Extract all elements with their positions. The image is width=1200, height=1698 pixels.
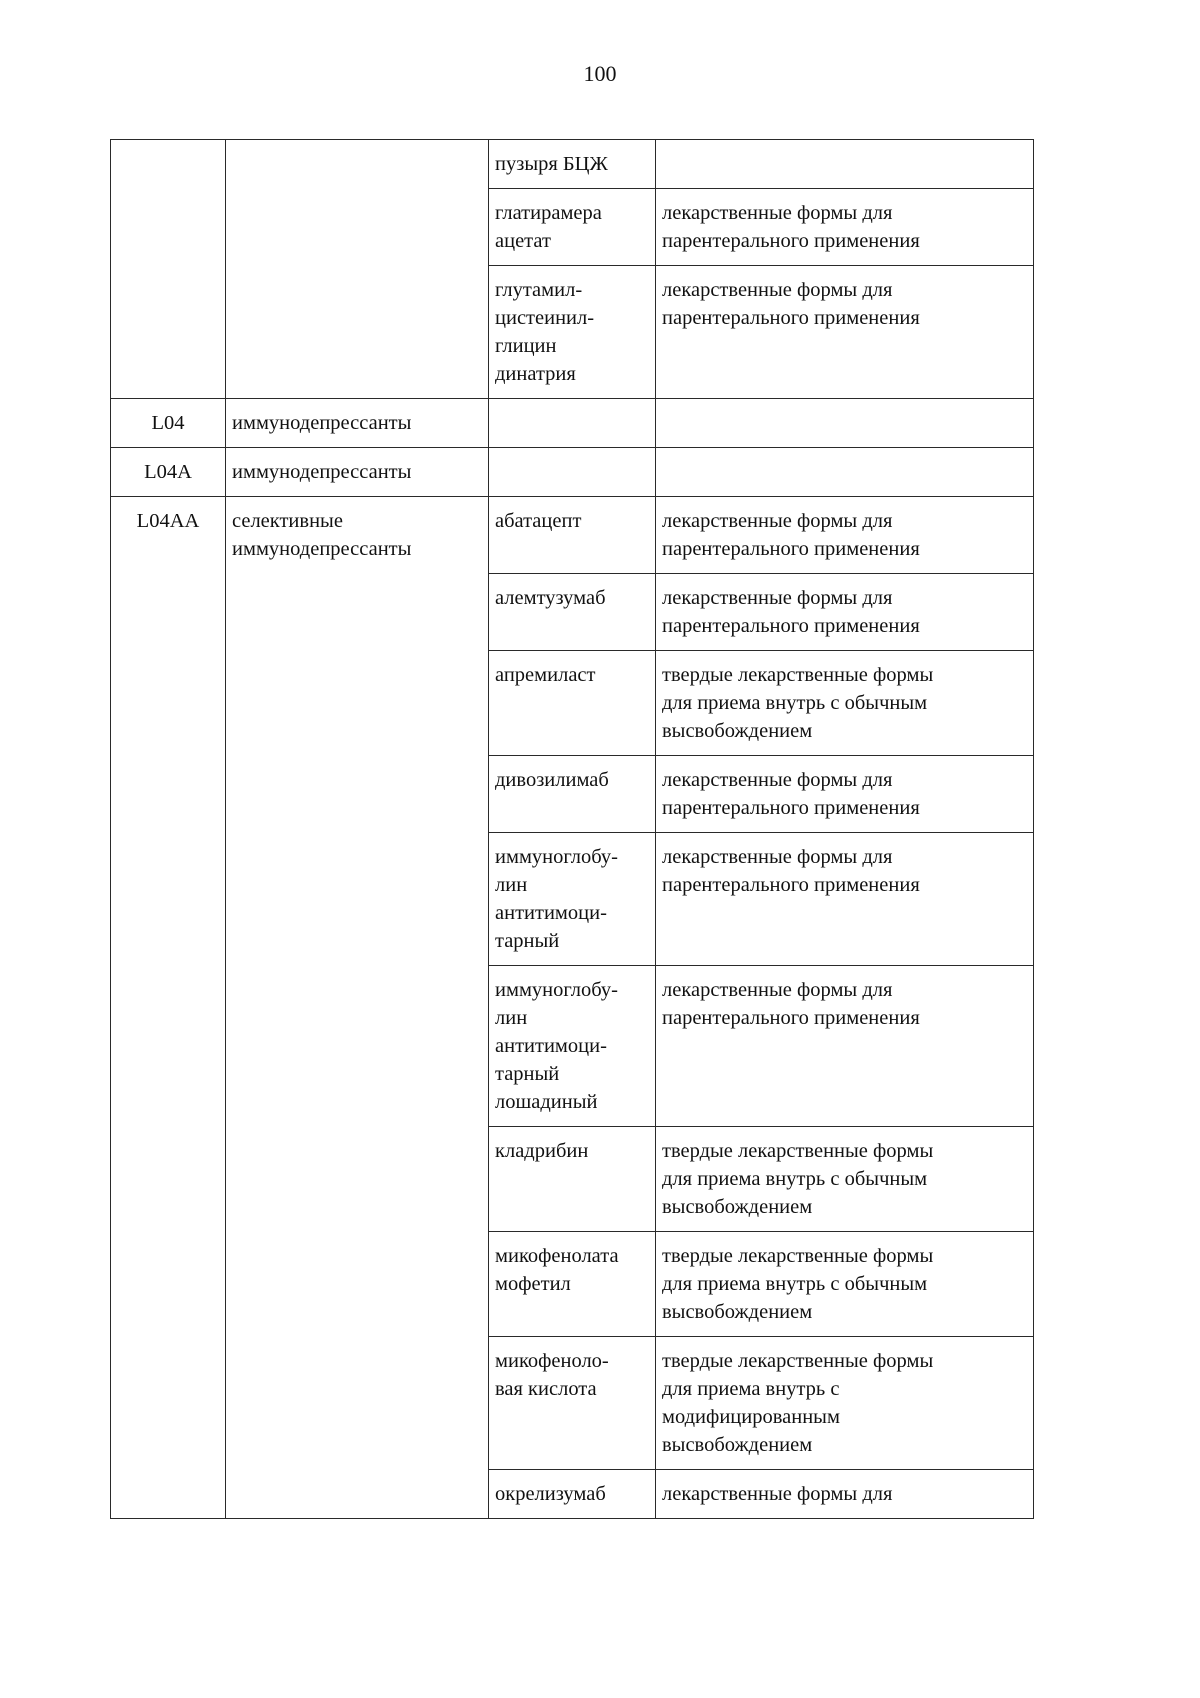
group-name-cell: селективные иммунодепрессанты [226,497,489,1519]
drug-name-cell [489,399,656,448]
drug-name-cell: иммуноглобу- лин антитимоци- тарный [489,833,656,966]
drug-name-cell: микофенолата мофетил [489,1232,656,1337]
drug-name-cell: микофеноло- вая кислота [489,1337,656,1470]
dosage-form-cell: лекарственные формы для парентерального применения [656,833,1034,966]
drug-name-cell: окрелизумаб [489,1470,656,1519]
group-name-cell: иммунодепрессанты [226,448,489,497]
dosage-form-cell: лекарственные формы для парентерального применения [656,966,1034,1127]
drug-list-table [110,139,1034,1519]
table-row [111,497,1034,574]
atc-code-cell: L04 [111,399,226,448]
dosage-form-cell [656,399,1034,448]
dosage-form-cell [656,140,1034,189]
table-row [111,140,1034,189]
table-row [111,448,1034,497]
drug-name-cell: пузыря БЦЖ [489,140,656,189]
dosage-form-cell: лекарственные формы для парентерального применения [656,497,1034,574]
drug-name-cell: абатацепт [489,497,656,574]
dosage-form-cell: лекарственные формы для парентерального применения [656,266,1034,399]
dosage-form-cell: лекарственные формы для парентерального применения [656,189,1034,266]
dosage-form-cell: лекарственные формы для парентерального применения [656,574,1034,651]
atc-code-cell: L04AA [111,497,226,1519]
group-name-cell: иммунодепрессанты [226,399,489,448]
dosage-form-cell: твердые лекарственные формы для приема внутрь с модифицированным высвобождением [656,1337,1034,1470]
dosage-form-cell: лекарственные формы для парентерального применения [656,756,1034,833]
page-number: 100 [583,61,617,86]
drug-name-cell: иммуноглобу- лин антитимоци- тарный лошадиный [489,966,656,1127]
drug-name-cell: глатирамера ацетат [489,189,656,266]
drug-name-cell: апремиласт [489,651,656,756]
group-name-cell [226,140,489,399]
dosage-form-cell [656,448,1034,497]
atc-code-cell [111,140,226,399]
drug-name-cell: алемтузумаб [489,574,656,651]
dosage-form-cell: лекарственные формы для [656,1470,1034,1519]
drug-name-cell: дивозилимаб [489,756,656,833]
atc-code-cell: L04A [111,448,226,497]
table-row [111,399,1034,448]
dosage-form-cell: твердые лекарственные формы для приема внутрь с обычным высвобождением [656,1232,1034,1337]
drug-name-cell: кладрибин [489,1127,656,1232]
drug-name-cell: глутамил- цистеинил- глицин динатрия [489,266,656,399]
drug-name-cell [489,448,656,497]
dosage-form-cell: твердые лекарственные формы для приема внутрь с обычным высвобождением [656,1127,1034,1232]
dosage-form-cell: твердые лекарственные формы для приема внутрь с обычным высвобождением [656,651,1034,756]
